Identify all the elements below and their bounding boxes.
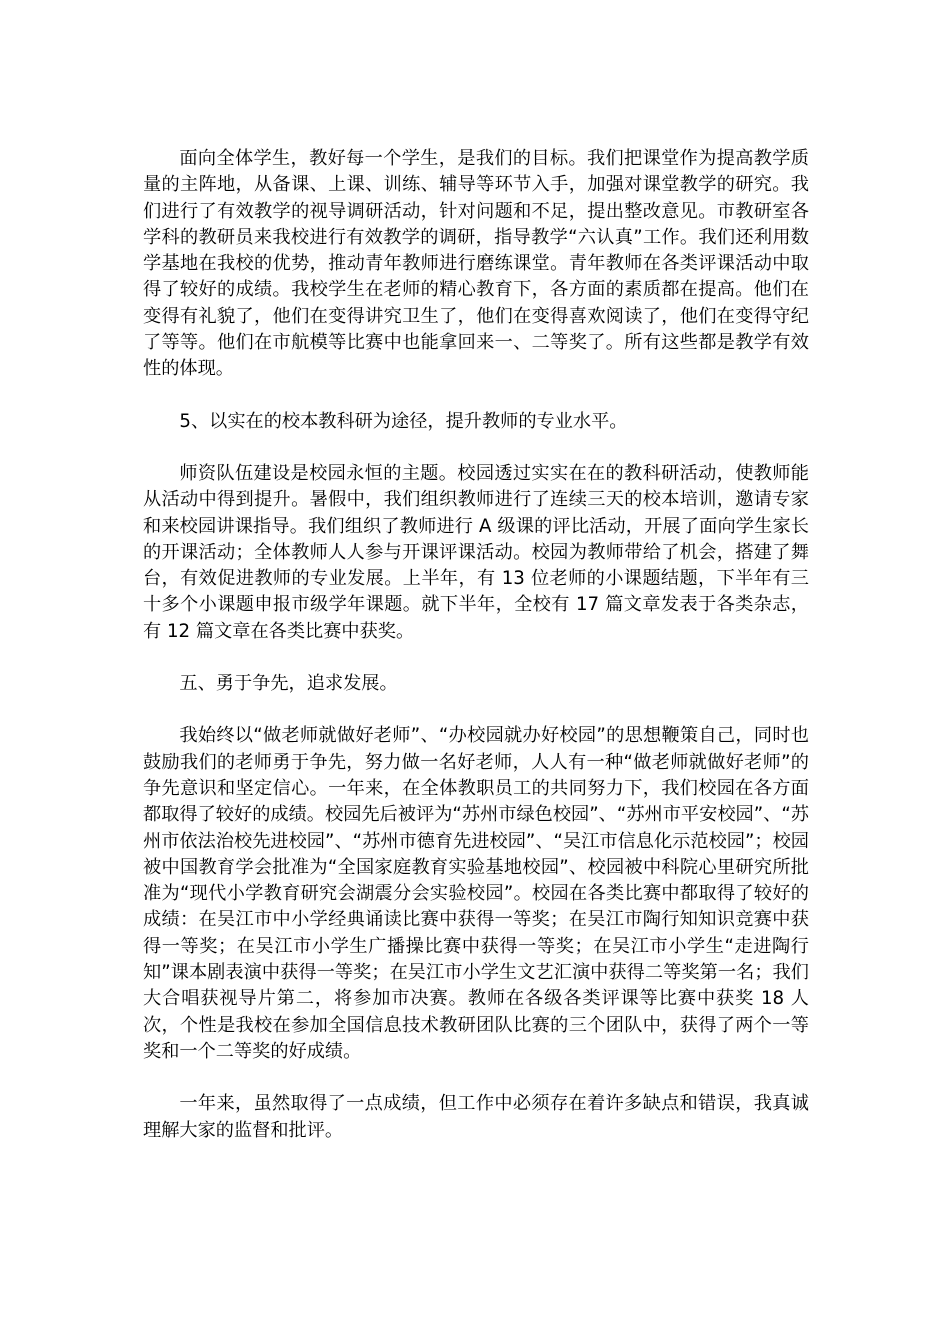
section-heading-strive: 五、勇于争先，追求发展。 <box>179 673 398 695</box>
document-page <box>143 146 809 1144</box>
section-heading-research: 5、以实在的校本教科研为途径，提升教师的专业水平。 <box>179 410 628 432</box>
paragraph-achievements: 我始终以“做老师就做好老师”、“办校园就办好校园”的思想鞭策自己，同时也鼓励我们的老师勇于争先，努力做一名好老师，人人有一种“做老师就做好老师”的争先意识和坚定信心。一年来，在全体教职员工的共同努力下，我们校园在各方面都取得了较好的成绩。校园先后被评为“苏州市绿色校园”、“苏州市平安校园”、“苏州市依法治校先进校园”、“苏州市德育先进校园”、“吴江市信息化示范校园”；校园被中国教育学会批准为“全国家庭教育实验基地校园”、校园被中科院心里研究所批准为“现代小学教育研究会湖震分会实验校园”。校园在各类比赛中都取得了较好的成绩：在吴江市中小学经典诵读比赛中获得一等奖；在吴江市陶行知知识竞赛中获得一等奖；在吴江市小学生广播操比赛中获得一等奖；在吴江市小学生“走进陶行知”课本剧表演中获得一等奖；在吴江市小学生文艺汇演中获得二等奖第一名；我们大合唱获视导片第二，将参加市决赛。教师在各级各类评课等比赛中获奖 18 人次，个性是我校在参加全国信息技术教研团队比赛的三个团队中，获得了两个一等奖和一个二等奖的好成绩。 <box>143 725 809 1062</box>
paragraph-teaching-goals: 面向全体学生，教好每一个学生，是我们的目标。我们把课堂作为提高教学质量的主阵地，从备课、上课、训练、辅导等环节入手，加强对课堂教学的研究。我们进行了有效教学的视导调研活动，针对问题和不足，提出整改意见。市教研室各学科的教研员来我校进行有效教学的调研，指导教学“六认真”工作。我们还利用数学基地在我校的优势，推动青年教师进行磨练课堂。青年教师在各类评课活动中取得了较好的成绩。我校学生在老师的精心教育下，各方面的素质都在提高。他们在变得有礼貌了，他们在变得讲究卫生了，他们在变得喜欢阅读了，他们在变得守纪了等等。他们在市航模等比赛中也能拿回来一、二等奖了。所有这些都是教学有效性的体现。 <box>143 148 809 380</box>
paragraph-conclusion: 一年来，虽然取得了一点成绩，但工作中必须存在着许多缺点和错误，我真诚理解大家的监督和批评。 <box>143 1093 809 1141</box>
paragraph-teacher-development: 师资队伍建设是校园永恒的主题。校园透过实实在在的教科研活动，使教师能从活动中得到提升。暑假中，我们组织教师进行了连续三天的校本培训，邀请专家和来校园讲课指导。我们组织了教师进行 A 级课的评比活动，开展了面向学生家长的开课活动；全体教师人人参与开课评课活动。校园为教师带给了机会，搭建了舞台，有效促进教师的专业发展。上半年，有 13 位老师的小课题结题，下半年有三十多个小课题申报市级学年课题。就下半年，全校有 17 篇文章发表于各类杂志，有 12 篇文章在各类比赛中获奖。 <box>143 462 809 642</box>
